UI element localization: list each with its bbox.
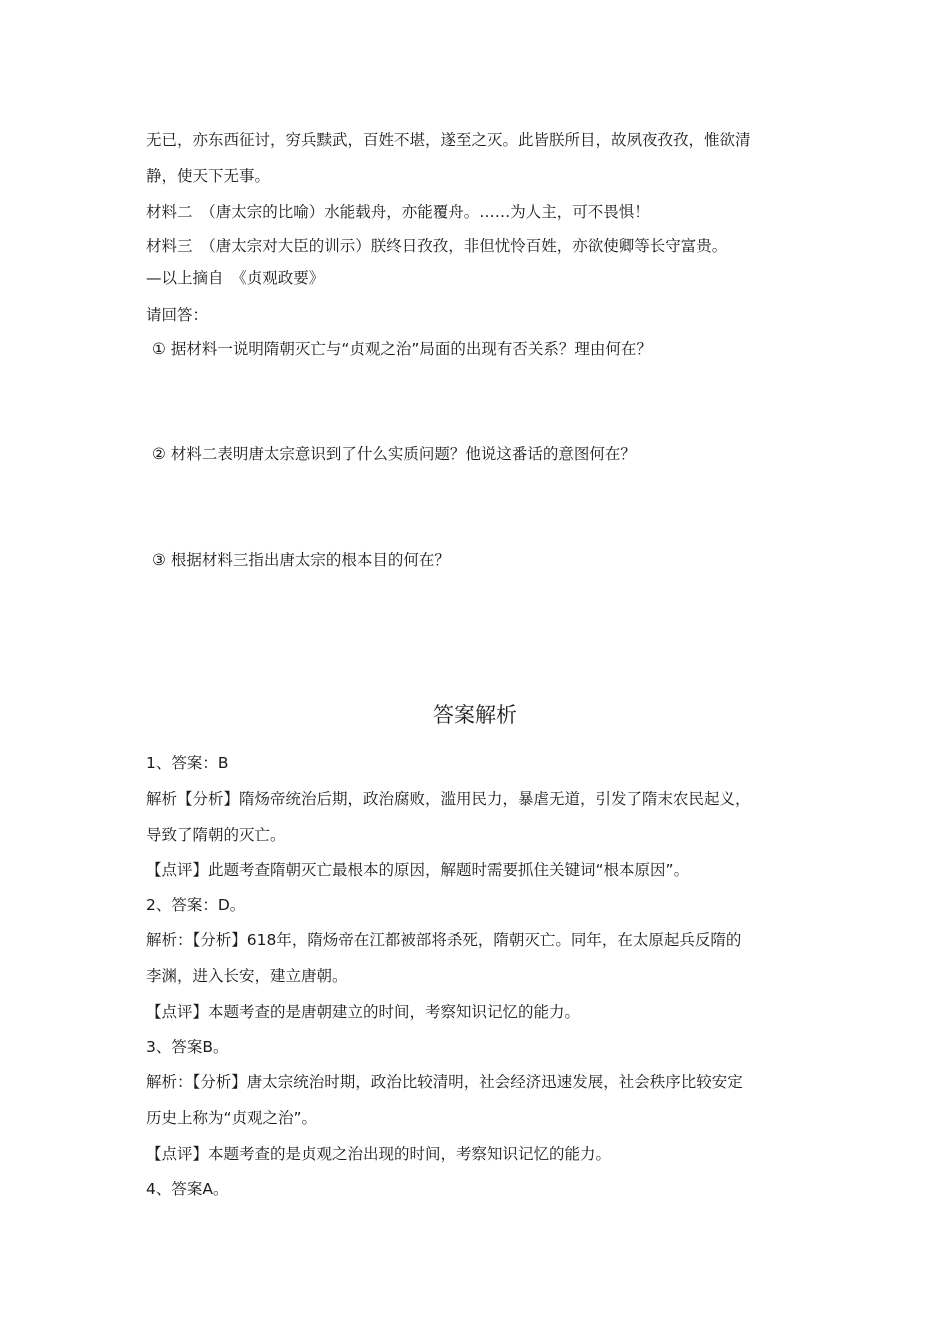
question-2: ② 材料二表明唐太宗意识到了什么实质问题？他说这番话的意图何在？ [152, 445, 636, 463]
answer-line: 解析：【分析】唐太宗统治时期，政治比较清明，社会经济迅速发展，社会秩序比较安定 [146, 1073, 743, 1091]
answer-line: 4、答案A。 [146, 1180, 229, 1198]
answer-line: 1、答案：B [146, 754, 229, 772]
material-two: 材料二 （唐太宗的比喻）水能载舟，亦能覆舟。……为人主，可不畏惧！ [146, 203, 650, 221]
question-3: ③ 根据材料三指出唐太宗的根本目的何在？ [152, 551, 450, 569]
answer-line: 解析：【分析】618年，隋炀帝在江都被部将杀死，隋朝灭亡。同年，在太原起兵反隋的 [146, 931, 742, 949]
material-one-line: 无已，亦东西征讨，穷兵黩武，百姓不堪，遂至之灭。此皆朕所目，故夙夜孜孜，惟欲清 [146, 131, 751, 149]
material-one-line: 静，使天下无事。 [146, 167, 271, 185]
answer-line: 李渊，进入长安，建立唐朝。 [146, 967, 348, 985]
answers-title: 答案解析 [433, 703, 517, 727]
answer-line: 3、答案B。 [146, 1038, 229, 1056]
answer-line: 解析【分析】隋炀帝统治后期，政治腐败，滥用民力，暴虐无道，引发了隋末农民起义， [146, 790, 751, 808]
answer-prompt: 请回答： [146, 306, 209, 324]
answer-line: 2、答案：D。 [146, 896, 246, 914]
material-three: 材料三 （唐太宗对大臣的训示）朕终日孜孜，非但忧怜百姓，亦欲使卿等长守富贵。 [146, 237, 728, 255]
question-1: ① 据材料一说明隋朝灭亡与“贞观之治”局面的出现有否关系？理由何在？ [152, 340, 652, 358]
answer-line: 【点评】本题考查的是贞观之治出现的时间，考察知识记忆的能力。 [146, 1145, 612, 1163]
answer-line: 【点评】本题考查的是唐朝建立的时间，考察知识记忆的能力。 [146, 1003, 581, 1021]
answer-line: 历史上称为“贞观之治”。 [146, 1109, 318, 1127]
answer-line: 导致了隋朝的灭亡。 [146, 826, 286, 844]
answer-line: 【点评】此题考查隋朝灭亡最根本的原因，解题时需要抓住关键词“根本原因”。 [146, 861, 690, 879]
source-citation: —以上摘自 《贞观政要》 [146, 269, 325, 287]
